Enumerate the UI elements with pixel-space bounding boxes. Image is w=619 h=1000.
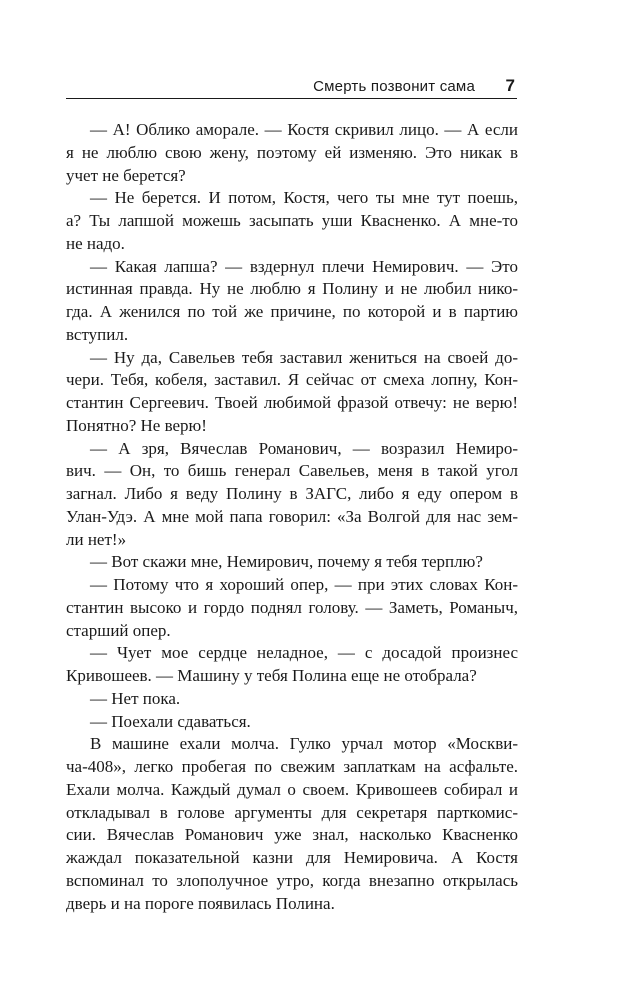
text-line: загнал. Либо я веду Полину в ЗАГС, либо я еду опером в xyxy=(66,484,518,503)
text-line: ча-408», легко пробегая по свежим заплаткам на асфальте. xyxy=(66,757,518,776)
text-line: — Нет пока. xyxy=(90,688,181,708)
text-line: вступил. xyxy=(66,324,129,344)
page-header xyxy=(66,76,517,99)
text-line: — Потому что я хороший опер, — при этих словах Кон- xyxy=(90,575,518,594)
text-line: старший опер. xyxy=(66,620,171,640)
text-line: учет не берется? xyxy=(66,165,186,185)
text-line: Улан-Удэ. А мне мой папа говорил: «За Волгой для нас зем- xyxy=(66,506,518,526)
text-line: стантин высоко и гордо поднял голову. — Заметь, Романыч, xyxy=(66,597,518,617)
text-line: не надо. xyxy=(66,233,125,253)
text-line: дверь и на пороге появилась Полина. xyxy=(66,893,335,913)
text-line: — Поехали сдаваться. xyxy=(90,711,251,731)
text-line: я не люблю свою жену, поэтому ей изменяю. Это никак в xyxy=(66,142,518,162)
text-line: вспоминал то злополучное утро, когда внезапно открылась xyxy=(66,870,518,890)
text-line: ли нет!» xyxy=(66,529,127,549)
text-line: Понятно? Не верю! xyxy=(66,415,207,435)
running-title: Смерть позвонит сама xyxy=(313,78,475,95)
text-line: вич. — Он, то бишь генерал Савельев, меня в такой угол xyxy=(66,461,518,481)
page-number: 7 xyxy=(505,76,515,95)
text-line: стантин Сергеевич. Твоей любимой фразой отвечу: не верю! xyxy=(66,393,518,412)
text-line: жаждал показательной казни для Немировича. А Костя xyxy=(66,848,518,867)
text-line: Кривошеев. — Машину у тебя Полина еще не отобрала? xyxy=(66,666,477,685)
text-line: — Ну да, Савельев тебя заставил жениться на своей до- xyxy=(90,347,518,367)
text-line: — Вот скажи мне, Немирович, почему я тебя терплю? xyxy=(90,552,483,572)
body-text xyxy=(66,119,518,915)
text-line: откладывал в голове аргументы для секретаря парткомис- xyxy=(66,802,518,822)
text-line: — Чует мое сердце неладное, — с досадой произнес xyxy=(90,643,518,663)
text-line: — Какая лапша? — вздернул плечи Немирович. — Это xyxy=(90,256,518,276)
text-line: чери. Тебя, кобеля, заставил. Я сейчас от смеха лопну, Кон- xyxy=(66,370,518,390)
text-line: — Не берется. И потом, Костя, чего ты мне тут поешь, xyxy=(90,188,518,208)
text-line: В машине ехали молча. Гулко урчал мотор «Москви- xyxy=(90,734,518,754)
text-line: — А! Облико аморале. — Костя скривил лицо. — А если xyxy=(90,120,518,139)
text-line: а? Ты лапшой можешь засыпать уши Квасненко. А мне-то xyxy=(66,211,518,230)
text-line: — А зря, Вячеслав Романович, — возразил Немиро- xyxy=(90,438,518,458)
text-line: истинная правда. Ну не люблю я Полину и не любил нико- xyxy=(66,279,518,299)
text-line: Ехали молча. Каждый думал о своем. Кривошеев собирал и xyxy=(66,779,518,799)
text-line: гда. А женился по той же причине, по которой и в партию xyxy=(66,302,518,321)
text-line: сии. Вячеслав Романович уже знал, насколько Квасненко xyxy=(66,825,518,845)
